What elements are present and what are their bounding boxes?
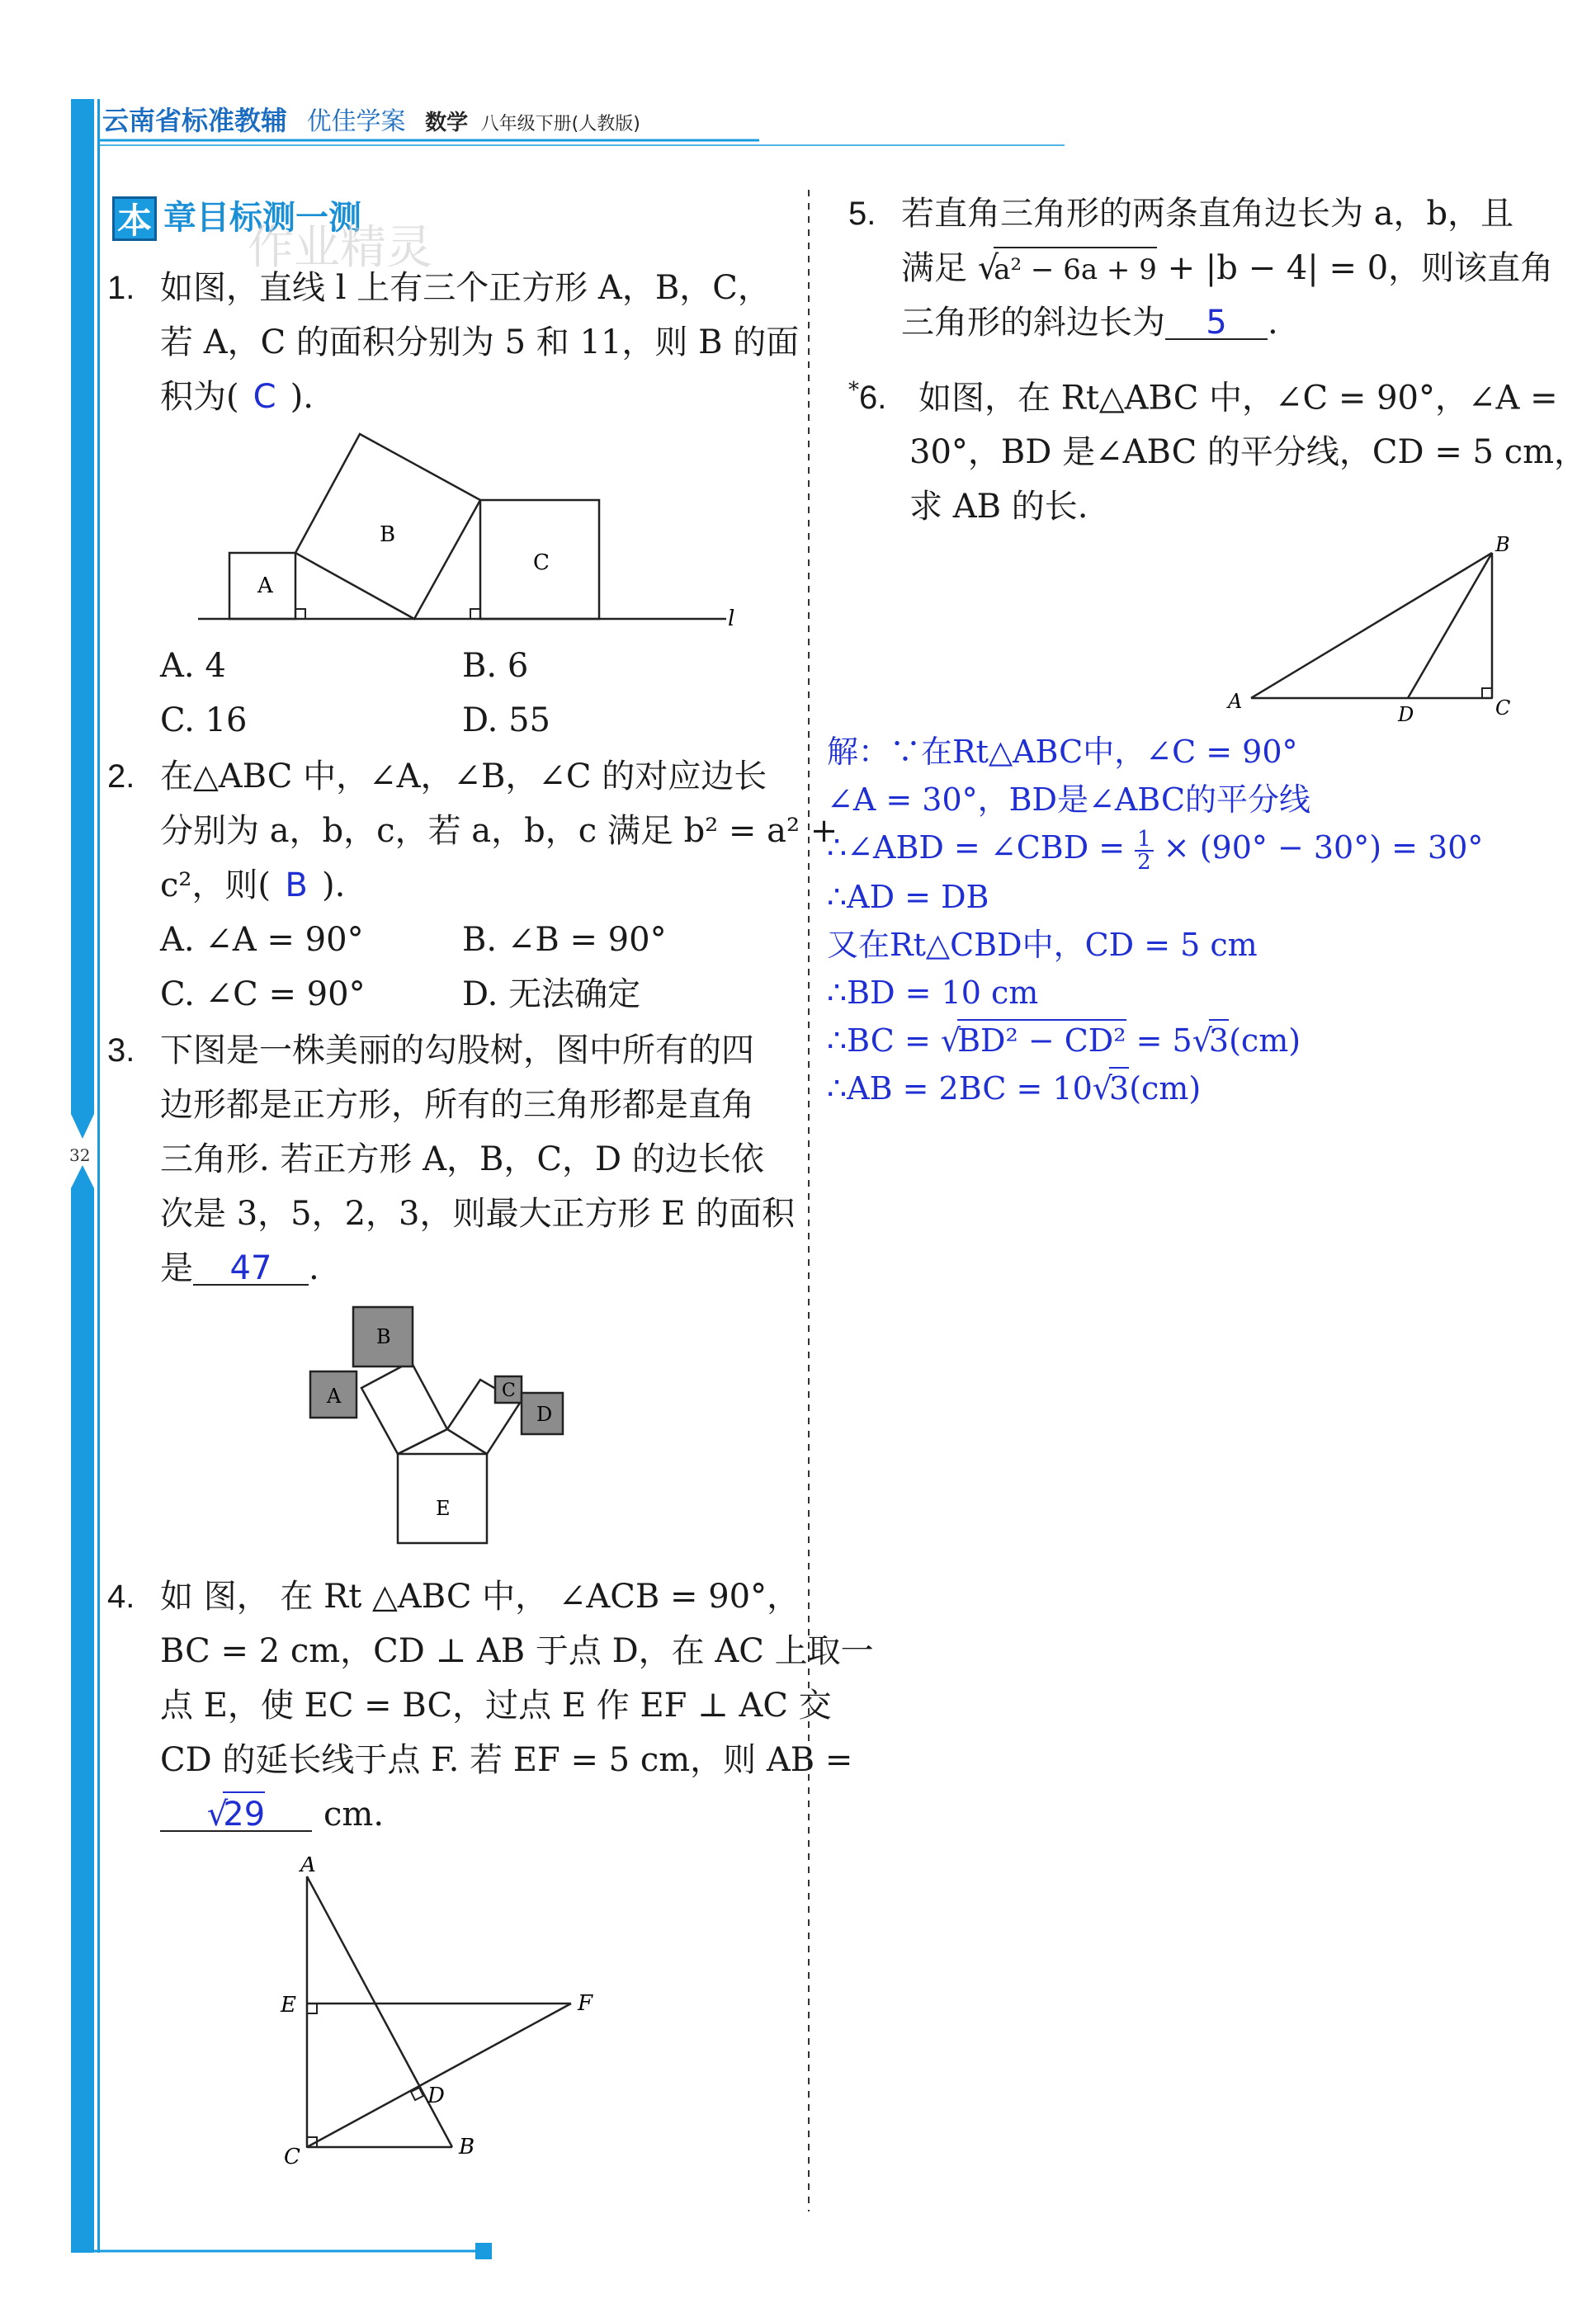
q6-label-c: C: [1495, 696, 1511, 720]
q1-line3-pre: 积为(: [160, 378, 239, 416]
q2-line3-post: ).: [322, 866, 346, 904]
q1-options: [160, 639, 550, 748]
header-grade: 八年级下册(人教版): [480, 114, 640, 135]
q4-line4: CD 的延长线于点 F. 若 EF = 5 cm，则 AB =: [160, 1741, 853, 1779]
q5-radicand: a² − 6a + 9: [994, 247, 1157, 290]
q5-line3-post: .: [1268, 304, 1278, 342]
q6-line2: 30°，BD 是∠ABC 的平分线，CD = 5 cm，: [909, 433, 1588, 472]
q1-answer: C: [253, 378, 276, 416]
q6-solution: [827, 728, 1483, 1112]
q6-number: 6.: [859, 380, 887, 417]
q5-line2-pre: 满足: [901, 249, 967, 287]
q3-label-c: C: [502, 1381, 516, 1401]
q3-line5-pre: 是: [160, 1249, 193, 1287]
q1-text: [107, 261, 799, 424]
q3-figure: [297, 1296, 578, 1560]
solution-line-3: [827, 824, 1483, 873]
q4-label-c: C: [284, 2145, 300, 2169]
q5-number: 5.: [848, 196, 876, 232]
q2-option-a: A. ∠A = 90°: [160, 921, 364, 959]
q2-number: 2.: [107, 758, 135, 795]
solution-fraction-num: 1: [1135, 828, 1154, 852]
q5-line3-pre: 三角形的斜边长为: [901, 304, 1165, 342]
q1-option-b: B. 6: [462, 647, 529, 685]
q6-label-a: A: [1228, 690, 1243, 713]
q5-answer: 5: [1165, 295, 1268, 340]
watermark: 作业精灵: [248, 221, 432, 275]
solution-fraction-den: 2: [1137, 849, 1151, 875]
q4-unit: cm.: [323, 1796, 385, 1834]
solution-line-1: 解：∵在Rt△ABC中，∠C = 90°: [827, 734, 1298, 770]
q2-options: [160, 913, 667, 1022]
solution-line-7: ∴BC = √BD² − CD² = 5√3(cm): [827, 1017, 1483, 1064]
solution-line-7-radicand2: 3: [1209, 1019, 1229, 1059]
q5-line1: 若直角三角形的两条直角边长为 a，b，且: [901, 195, 1514, 233]
q2-answer: B: [285, 866, 308, 904]
solution-line-7-post: (cm): [1229, 1022, 1301, 1059]
header: [102, 101, 640, 144]
solution-line-8-pre: ∴AB = 2BC = 10: [827, 1069, 1093, 1107]
q3-line2: 边形都是正方形，所有的三角形都是直角: [160, 1086, 754, 1124]
q1-label-c: C: [533, 550, 550, 575]
q1-label-a: A: [257, 573, 273, 598]
solution-line-7-mid: = 5: [1126, 1022, 1192, 1059]
solution-line-8-radicand: 3: [1109, 1067, 1129, 1107]
q4-line2: BC = 2 cm，CD ⊥ AB 于点 D，在 AC 上取一: [160, 1632, 874, 1670]
q6-figure: [1221, 528, 1535, 726]
q3-line3: 三角形. 若正方形 A，B，C，D 的边长依: [160, 1140, 764, 1178]
q1-option-c: C. 16: [160, 701, 248, 739]
q2-option-d: D. 无法确定: [462, 975, 641, 1013]
q3-line4: 次是 3，5，2，3，则最大正方形 E 的面积: [160, 1195, 796, 1233]
solution-line-3-pre: ∴∠ABD = ∠CBD =: [827, 829, 1136, 866]
q2-option-c: C. ∠C = 90°: [160, 975, 366, 1013]
q2-option-b: B. ∠B = 90°: [462, 921, 667, 959]
q3-label-a: A: [327, 1385, 342, 1408]
q1-label-l: l: [728, 606, 735, 631]
q3-answer: 47: [193, 1241, 309, 1286]
section-badge: 本: [112, 196, 157, 241]
q4-label-b: B: [459, 2135, 475, 2159]
solution-line-7-radicand: BD² − CD²: [957, 1019, 1126, 1059]
q3-line5-post: .: [309, 1249, 319, 1287]
solution-line-2: ∠A = 30°，BD是∠ABC的平分线: [827, 781, 1311, 818]
q2-text: [107, 749, 838, 913]
q1-label-b: B: [380, 522, 396, 547]
solution-line-7-pre: ∴BC =: [827, 1022, 941, 1059]
q4-text: 4. 如 图， 在 Rt △ABC 中， ∠ACB = 90°， BC = 2 cm，CD ⊥ AB 于点 D，在 AC 上取一 点 E，使 EC = BC，过点 E 作 EF ⊥ AC 交 CD 的延长线于点 F. 若 EF = 5 cm，则 AB = √29 cm.: [107, 1569, 874, 1842]
q6-label-b: B: [1495, 533, 1510, 556]
q5-line2-mid: + |b − 4| = 0，则该直角: [1167, 249, 1554, 287]
solution-line-5: 又在Rt△CBD中，CD = 5 cm: [827, 926, 1258, 963]
page-number: 32: [69, 1145, 91, 1165]
solution-line-6: ∴BD = 10 cm: [827, 974, 1039, 1011]
header-subject: 数学: [425, 111, 469, 135]
q4-label-d: D: [427, 2084, 445, 2108]
q4-label-f: F: [578, 1991, 593, 2016]
q5-text: 5. 若直角三角形的两条直角边长为 a，b，且 满足 √a² − 6a + 9 + |b − 4| = 0，则该直角 三角形的斜边长为 5 .: [848, 186, 1553, 350]
solution-line-4: ∴AD = DB: [827, 878, 989, 915]
q3-label-e: E: [436, 1497, 451, 1520]
solution-line-8-post: (cm): [1129, 1069, 1202, 1107]
q2-line1: 在△ABC 中，∠A，∠B，∠C 的对应边长: [160, 758, 767, 795]
header-book: 优佳学案: [306, 107, 406, 136]
q1-number: 1.: [107, 270, 135, 306]
q1-option-d: D. 55: [462, 701, 550, 739]
q4-line3: 点 E，使 EC = BC，过点 E 作 EF ⊥ AC 交: [160, 1687, 832, 1725]
q1-figure: [190, 427, 751, 634]
q6-label-d: D: [1398, 703, 1414, 726]
q6-star: *: [848, 378, 859, 403]
q1-line1: 如图，直线 l 上有三个正方形 A，B，C，: [160, 269, 771, 307]
header-series: 云南省标准教辅: [102, 105, 288, 136]
solution-line-3-post: × (90° − 30°) = 30°: [1153, 829, 1484, 866]
q4-label-a: A: [300, 1857, 316, 1877]
q4-number: 4.: [107, 1579, 135, 1615]
q1-line2: 若 A，C 的面积分别为 5 和 11，则 B 的面: [160, 323, 800, 361]
q3-label-d: D: [536, 1403, 553, 1426]
q4-label-e: E: [281, 1993, 296, 2018]
q4-figure: [272, 1857, 619, 2170]
q3-number: 3.: [107, 1032, 135, 1069]
q2-line3-pre: c²，则(: [160, 866, 272, 904]
q6-line3: 求 AB 的长.: [909, 488, 1088, 526]
section-title: 章目标测一测: [163, 199, 361, 237]
q1-line3-post: ).: [290, 378, 314, 416]
q6-text: [848, 363, 1587, 534]
q3-line1: 下图是一株美丽的勾股树，图中所有的四: [160, 1031, 754, 1069]
solution-line-8: ∴AB = 2BC = 10√3(cm): [827, 1064, 1483, 1112]
q4-answer: 29: [223, 1791, 265, 1834]
q3-text: [107, 1023, 795, 1296]
q4-line1: 如 图， 在 Rt △ABC 中， ∠ACB = 90°，: [160, 1578, 800, 1616]
q2-line2: 分别为 a，b，c，若 a，b，c 满足 b² = a² +: [160, 812, 838, 850]
q3-label-b: B: [376, 1325, 391, 1348]
q1-option-a: A. 4: [160, 647, 226, 685]
q6-line1: 如图，在 Rt△ABC 中，∠C = 90°，∠A =: [918, 379, 1558, 418]
